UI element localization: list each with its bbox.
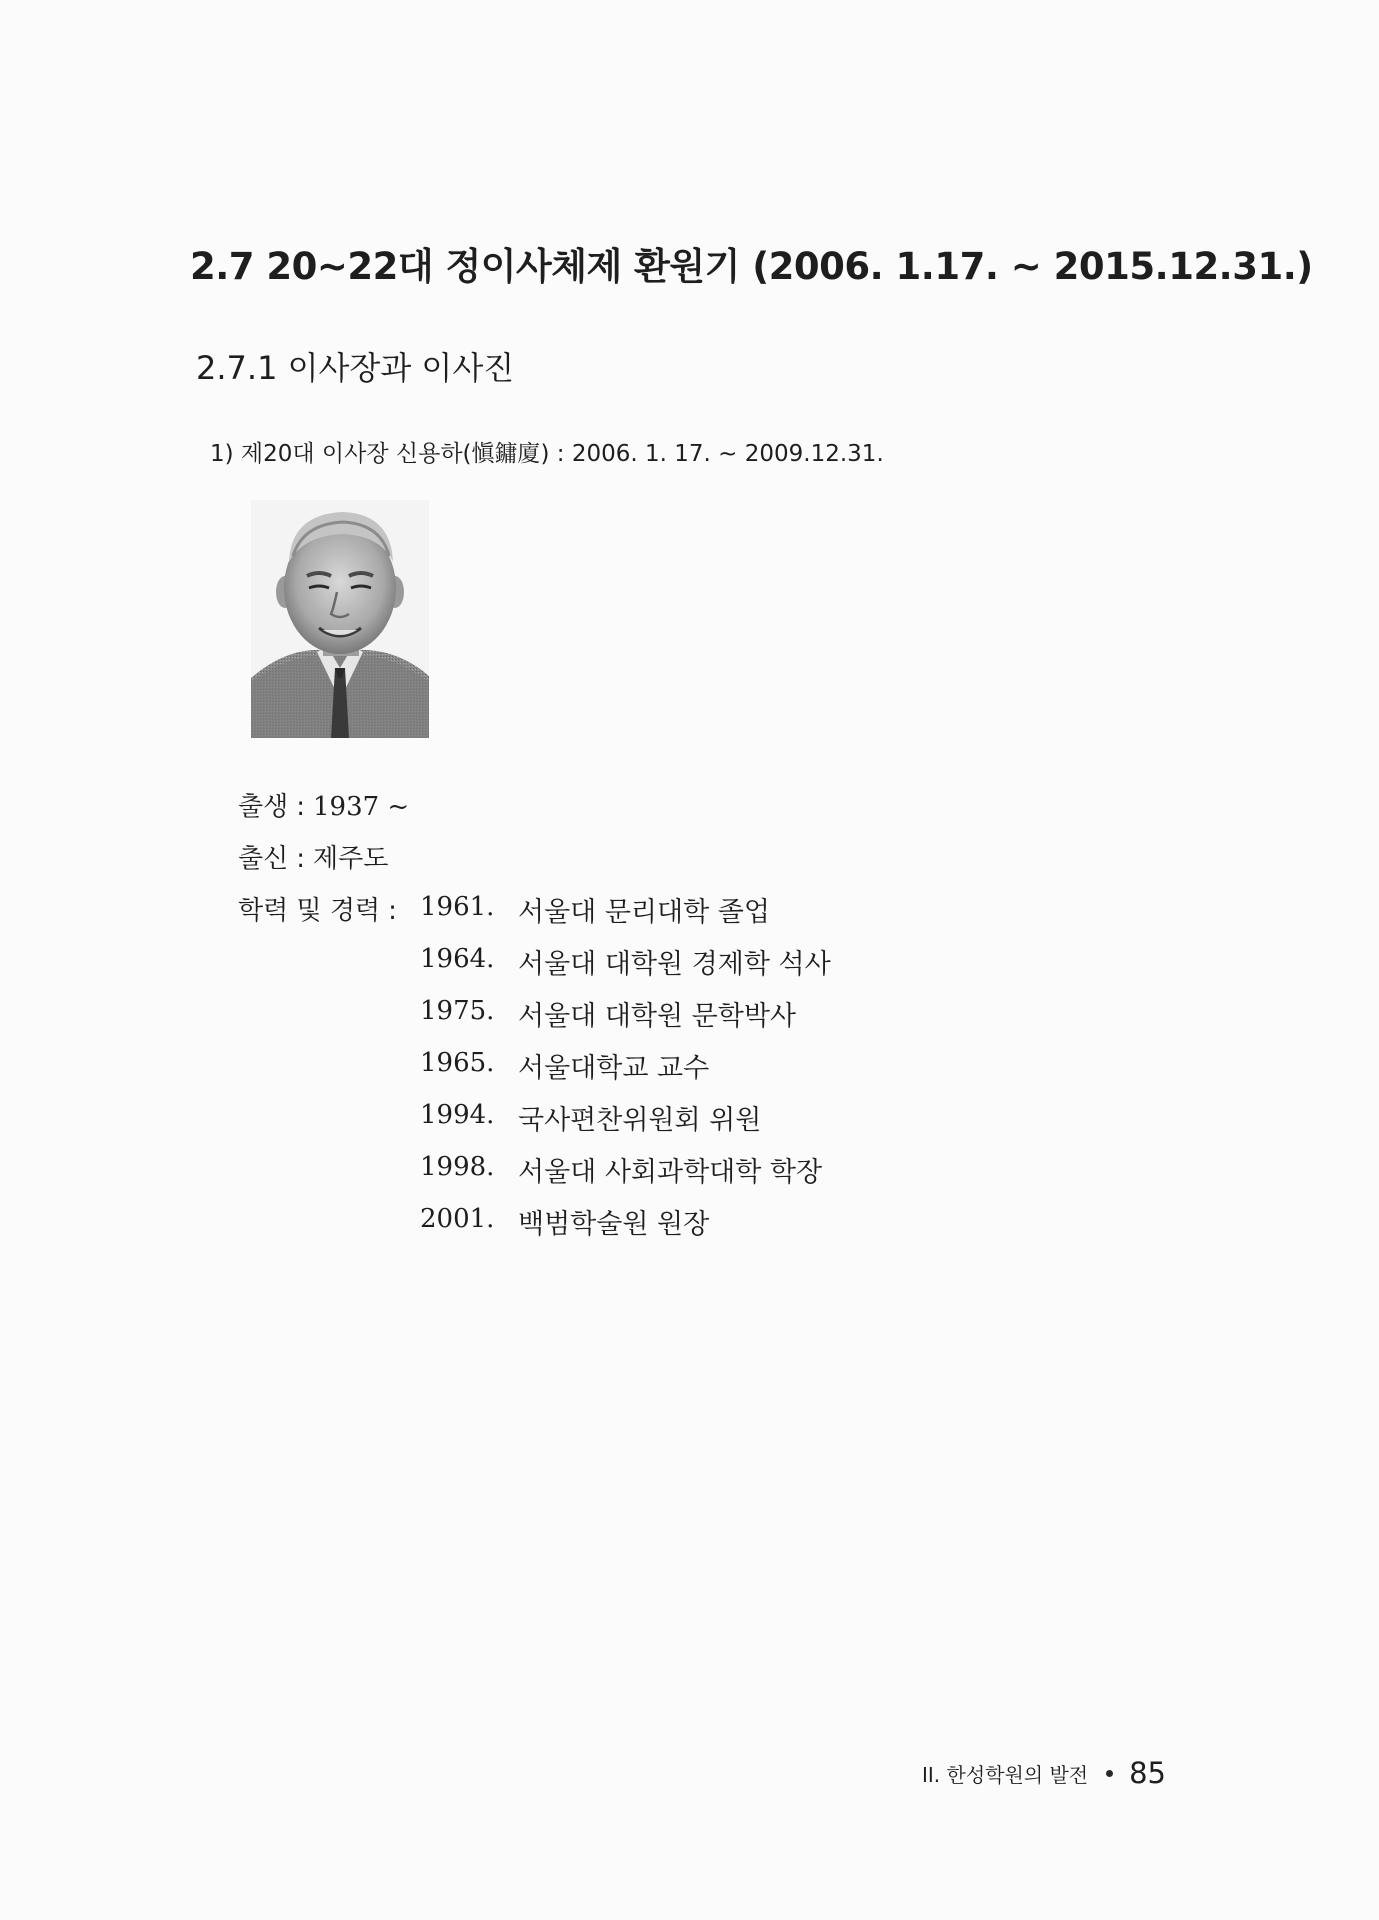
career-year: 1964. bbox=[420, 944, 495, 974]
career-desc: 서울대 문리대학 졸업 bbox=[518, 897, 770, 928]
career-desc: 서울대 대학원 문학박사 bbox=[518, 1001, 796, 1032]
career-year: 1975. bbox=[420, 996, 495, 1026]
career-label: 학력 및 경력 bbox=[238, 896, 381, 926]
portrait-photo bbox=[251, 500, 429, 738]
career-year: 2001. bbox=[420, 1204, 495, 1234]
career-desc: 서울대 사회과학대학 학장 bbox=[518, 1157, 823, 1188]
career-label-row bbox=[238, 890, 405, 927]
page-footer bbox=[922, 1756, 1166, 1790]
career-year: 1961. bbox=[420, 892, 495, 922]
section-title: 2.7 20~22대 정이사체제 환원기 (2006. 1.17. ~ 2015.12.31.) bbox=[190, 245, 1313, 288]
origin-value: 제주도 bbox=[313, 844, 389, 874]
item-heading: 1) 제20대 이사장 신용하(愼鏞廈) : 2006. 1. 17. ~ 2009.12.31. bbox=[210, 441, 884, 467]
origin-label: 출신 bbox=[238, 844, 289, 874]
career-separator: : bbox=[388, 896, 397, 926]
birth-value: 1937 ~ bbox=[313, 792, 410, 822]
origin-row bbox=[238, 838, 388, 875]
career-desc: 백범학술원 원장 bbox=[518, 1209, 710, 1240]
career-year: 1965. bbox=[420, 1048, 495, 1078]
page-number: 85 bbox=[1129, 1756, 1167, 1790]
birth-separator: : bbox=[296, 792, 305, 822]
career-desc: 서울대 대학원 경제학 석사 bbox=[518, 949, 831, 980]
birth-row bbox=[238, 786, 409, 823]
career-year: 1994. bbox=[420, 1100, 495, 1130]
origin-separator: : bbox=[296, 844, 305, 874]
career-desc: 서울대학교 교수 bbox=[518, 1053, 710, 1084]
footer-chapter: II. 한성학원의 발전 bbox=[922, 1762, 1089, 1787]
career-year: 1998. bbox=[420, 1152, 495, 1182]
bullet-icon bbox=[1106, 1770, 1113, 1777]
career-desc: 국사편찬위원회 위원 bbox=[518, 1105, 762, 1136]
birth-label: 출생 bbox=[238, 792, 289, 822]
subsection-title: 2.7.1 이사장과 이사진 bbox=[196, 349, 515, 387]
